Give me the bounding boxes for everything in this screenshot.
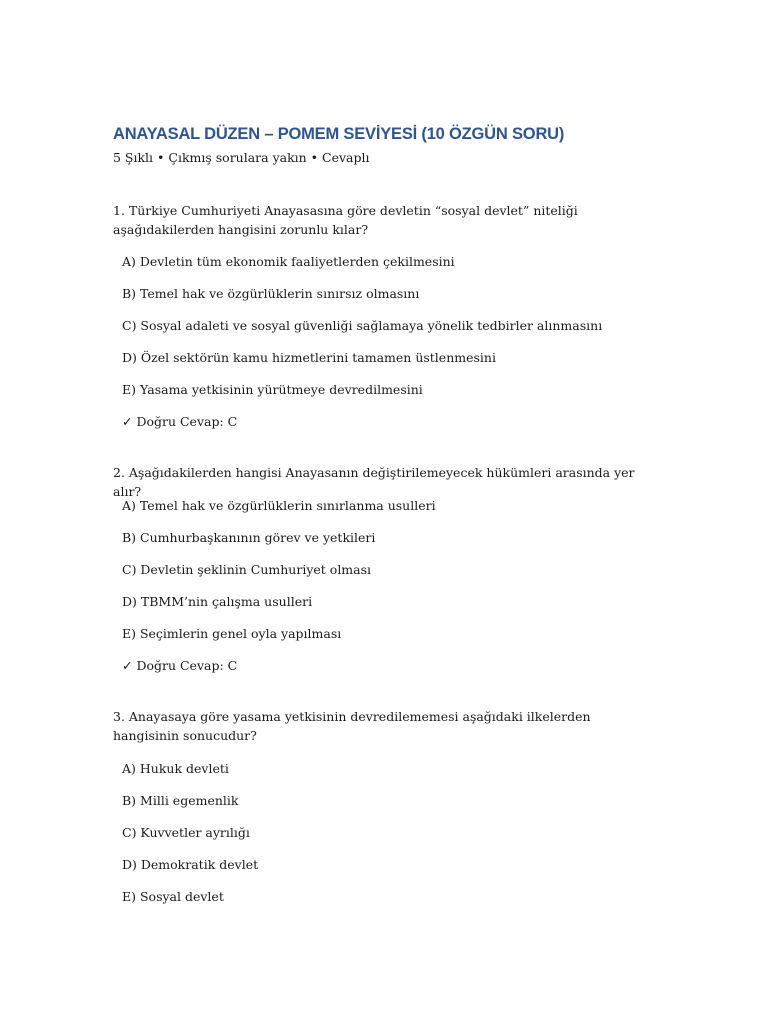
question-2-option-b: B) Cumhurbaşkanının görev ve yetkileri — [122, 530, 376, 545]
question-2-option-a: A) Temel hak ve özgürlüklerin sınırlanma usulleri — [122, 498, 436, 513]
question-1-text: 1. Türkiye Cumhuriyeti Anayasasına göre devletin “sosyal devlet” niteliği aşağıdakilerden hangisini zorunlu kılar? — [113, 203, 578, 237]
question-1-answer: ✓ Doğru Cevap: C — [122, 414, 238, 429]
question-3-option-b: B) Milli egemenlik — [122, 793, 239, 808]
question-2-option-c: C) Devletin şeklinin Cumhuriyet olması — [122, 562, 372, 577]
question-2-answer: ✓ Doğru Cevap: C — [122, 658, 238, 673]
question-1-option-b: B) Temel hak ve özgürlüklerin sınırsız olmasını — [122, 286, 420, 301]
question-1-option-e: E) Yasama yetkisinin yürütmeye devredilmesini — [122, 382, 423, 397]
question-3-options — [122, 759, 258, 919]
question-2-option-d: D) TBMM’nin çalışma usulleri — [122, 594, 313, 609]
question-2-option-e: E) Seçimlerin genel oyla yapılması — [122, 626, 342, 641]
question-3-option-a: A) Hukuk devleti — [122, 761, 229, 776]
document-subtitle: 5 Şıklı • Çıkmış sorulara yakın • Cevaplı — [113, 150, 370, 165]
question-2-text: 2. Aşağıdakilerden hangisi Anayasanın değiştirilemeyecek hükümleri arasında yer alır? — [113, 465, 635, 499]
question-3-option-e: E) Sosyal devlet — [122, 889, 224, 904]
question-1-options — [122, 252, 602, 444]
document-title: ANAYASAL DÜZEN – POMEM SEVİYESİ (10 ÖZGÜN SORU) — [113, 125, 565, 143]
question-3-option-c: C) Kuvvetler ayrılığı — [122, 825, 250, 840]
question-1-option-c: C) Sosyal adaleti ve sosyal güvenliği sağlamaya yönelik tedbirler alınmasını — [122, 318, 603, 333]
question-1-option-d: D) Özel sektörün kamu hizmetlerini tamamen üstlenmesini — [122, 350, 496, 365]
question-3-option-d: D) Demokratik devlet — [122, 857, 259, 872]
question-1-option-a: A) Devletin tüm ekonomik faaliyetlerden çekilmesini — [122, 254, 455, 269]
question-3-text: 3. Anayasaya göre yasama yetkisinin devredilememesi aşağıdaki ilkelerden hangisinin sonucudur? — [113, 709, 591, 743]
question-2-options — [122, 496, 436, 688]
